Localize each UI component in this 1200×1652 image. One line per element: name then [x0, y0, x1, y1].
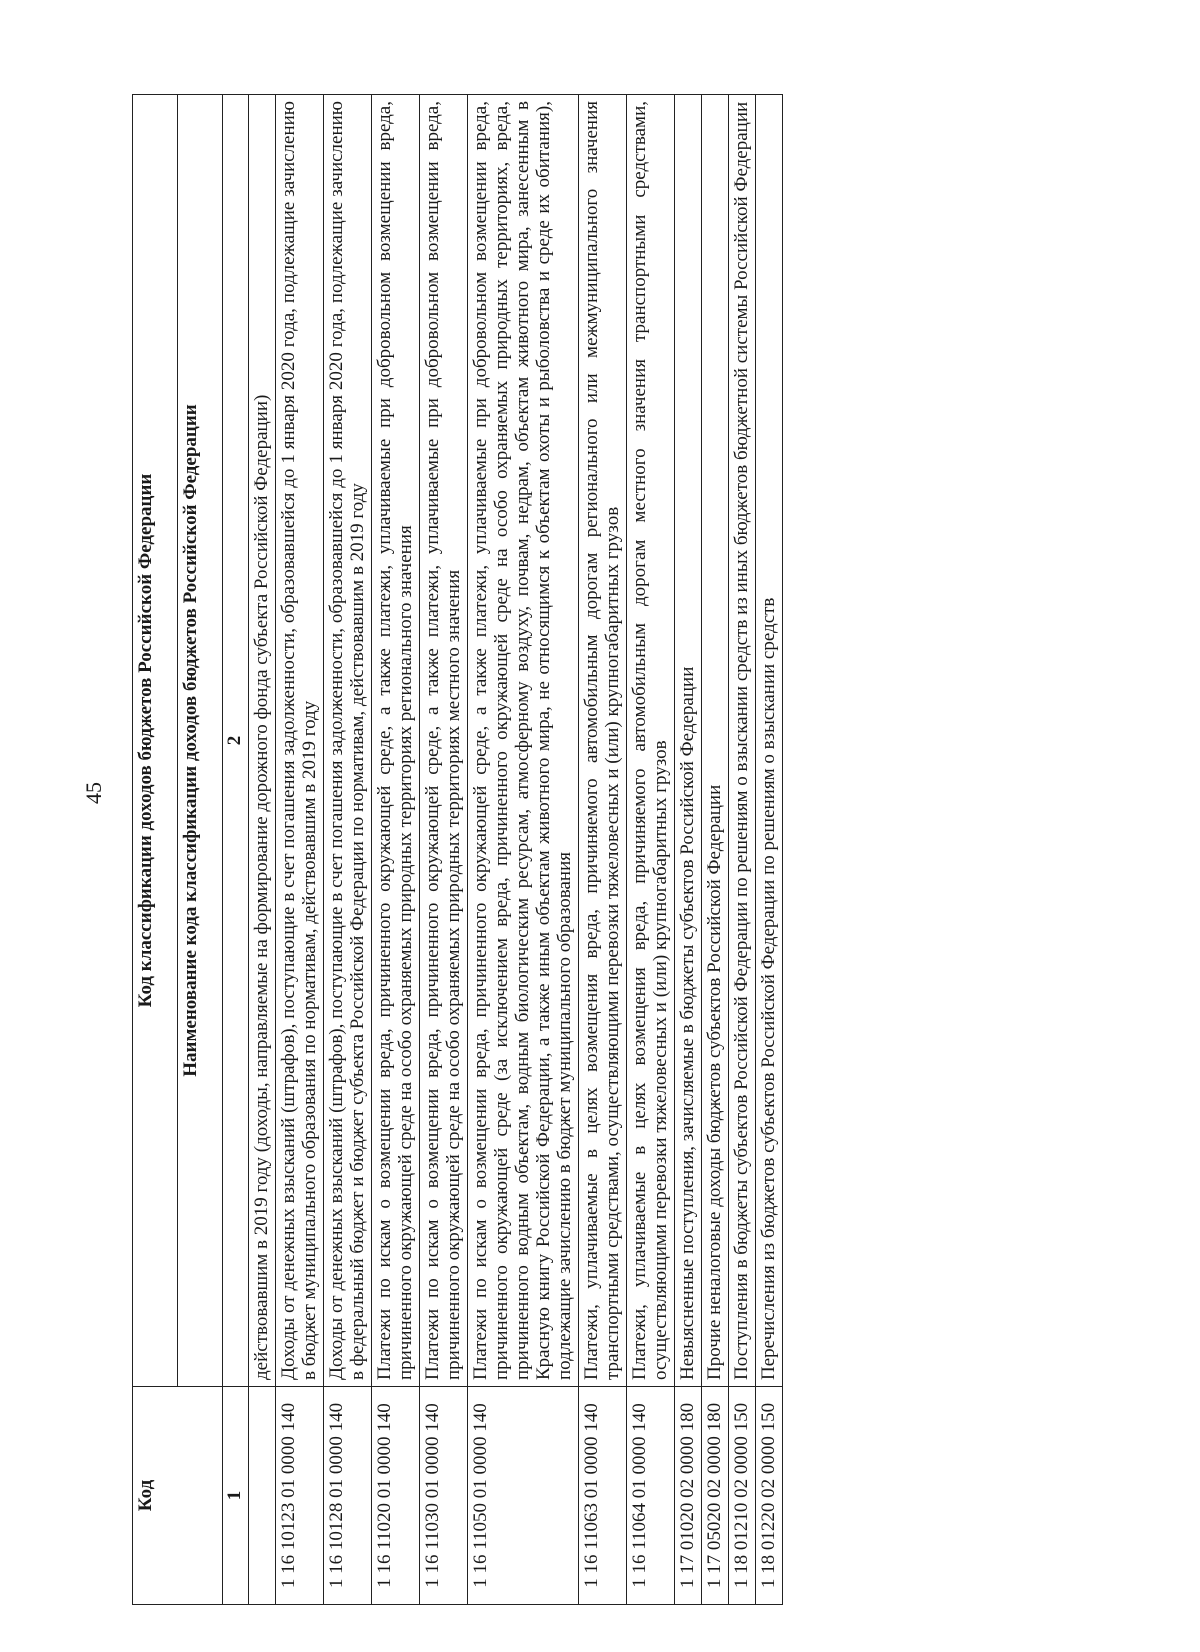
- row-description: Платежи по искам о возмещении вреда, причиненного окружающей среде, а также платежи, уплачиваемые при добровольном возмещении вреда, причиненного окружающей среде (за исключением вреда, причиненного окружающей среде на особо охраняемых природных территориях, вреда, причиненного водным объектам, водным биологическим ресурсам, атмосферному воздуху, почвам, недрам, объектам животного мира, занесенным в Красную книгу Российской Федерации, а также иным объектам животного мира, не относящимся к объектам охоты и рыболовства и среде их обитания), подлежащие зачислению в бюджет муниципального образования: [468, 95, 579, 1387]
- page-number-text: 45: [81, 782, 106, 804]
- table-row: [420, 95, 468, 1605]
- rotated-content: [81, 95, 1062, 1605]
- row-description: Поступления в бюджеты субъектов Российской Федерации по решениям о взыскании средств из иных бюджетов бюджетной системы Российской Федерации: [729, 95, 756, 1387]
- table-row: [729, 95, 756, 1605]
- table-header-row: [133, 95, 178, 1605]
- row-code: 1 16 11020 01 0000 140: [372, 1387, 420, 1605]
- row-description: Доходы от денежных взысканий (штрафов), поступающие в счет погашения задолженности, образовавшейся до 1 января 2020 года, подлежащие зачислению в бюджет муниципального образования по нормативам, действовавшим в 2019 году: [276, 95, 324, 1387]
- row-description: Платежи, уплачиваемые в целях возмещения вреда, причиняемого автомобильным дорогам регионального или межмуниципального значения транспортными средствами, осуществляющими перевозки тяжеловесных и (или) крупногабаритных грузов: [579, 95, 627, 1387]
- row-code: 1 17 01020 02 0000 180: [675, 1387, 702, 1605]
- table-row: [468, 95, 579, 1605]
- table-row: [756, 95, 783, 1605]
- revenue-classification-table: [132, 94, 783, 1605]
- table-row: [324, 95, 372, 1605]
- column-number-row: [223, 95, 249, 1605]
- row-description: Платежи, уплачиваемые в целях возмещения вреда, причиняемого автомобильным дорогам местного значения транспортными средствами, осуществляющими перевозки тяжеловесных и (или) крупногабаритных грузов: [627, 95, 675, 1387]
- row-code: 1 16 11064 01 0000 140: [627, 1387, 675, 1605]
- row-code: 1 16 10123 01 0000 140: [276, 1387, 324, 1605]
- row-description: Доходы от денежных взысканий (штрафов), поступающие в счет погашения задолженности, образовавшейся до 1 января 2020 года, подлежащие зачислению в федеральный бюджет и бюджет субъекта Российской Федерации по нормативам, действовавшим в 2019 году: [324, 95, 372, 1387]
- row-code: 1 16 10128 01 0000 140: [324, 1387, 372, 1605]
- row-code: 1 17 05020 02 0000 180: [702, 1387, 729, 1605]
- row-description: Платежи по искам о возмещении вреда, причиненного окружающей среде, а также платежи, уплачиваемые при добровольном возмещении вреда, причиненного окружающей среде на особо охраняемых природных территориях местного значения: [420, 95, 468, 1387]
- row-description: Перечисления из бюджетов субъектов Российской Федерации по решениям о взыскании средств: [756, 95, 783, 1387]
- column-number-1: 1: [223, 1387, 249, 1605]
- table-row: [627, 95, 675, 1605]
- table-row: [372, 95, 420, 1605]
- table-row: [702, 95, 729, 1605]
- row-description: Невыясненные поступления, зачисляемые в бюджеты субъектов Российской Федерации: [675, 95, 702, 1387]
- row-code: 1 16 11063 01 0000 140: [579, 1387, 627, 1605]
- table-row: [276, 95, 324, 1605]
- row-code: 1 18 01210 02 0000 150: [729, 1387, 756, 1605]
- header-code: Код: [133, 1387, 223, 1605]
- table-header-row: [178, 95, 223, 1605]
- table-row: [675, 95, 702, 1605]
- row-code: 1 18 01220 02 0000 150: [756, 1387, 783, 1605]
- table-row: [249, 95, 276, 1605]
- row-description: Прочие неналоговые доходы бюджетов субъектов Российской Федерации: [702, 95, 729, 1387]
- column-number-2: 2: [223, 95, 249, 1387]
- table-row: [579, 95, 627, 1605]
- row-code: 1 16 11030 01 0000 140: [420, 1387, 468, 1605]
- row-description: Платежи по искам о возмещении вреда, причиненного окружающей среде, а также платежи, уплачиваемые при добровольном возмещении вреда, причиненного окружающей среде на особо охраняемых природных территориях регионального значения: [372, 95, 420, 1387]
- row-code: [249, 1387, 276, 1605]
- header-classification: Код классификации доходов бюджетов Российской Федерации: [133, 95, 178, 1387]
- row-description: действовавшим в 2019 году (доходы, направляемые на формирование дорожного фонда субъекта Российской Федерации): [249, 95, 276, 1387]
- header-name: Наименование кода классификации доходов бюджетов Российской Федерации: [178, 95, 223, 1387]
- row-code: 1 16 11050 01 0000 140: [468, 1387, 579, 1605]
